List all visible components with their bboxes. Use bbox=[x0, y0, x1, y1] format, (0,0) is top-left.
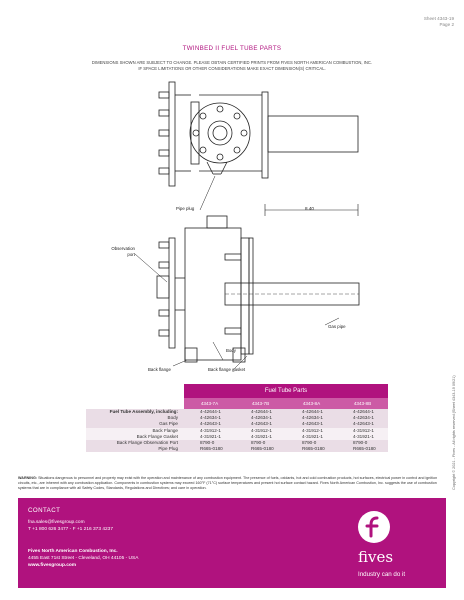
table-cell: 4-42644-1 bbox=[251, 409, 272, 414]
label-body: Body bbox=[226, 348, 237, 353]
table-cell: 4-42643-1 bbox=[353, 421, 374, 427]
body-plate-upper bbox=[191, 102, 199, 164]
brand-tagline: Industry can do it bbox=[358, 571, 406, 578]
warning-text bbox=[18, 476, 446, 491]
bolt-hole bbox=[217, 154, 223, 160]
row-label: Back Flange Gasket bbox=[136, 433, 178, 439]
table-row bbox=[86, 428, 388, 440]
disclaimer bbox=[60, 60, 404, 72]
table-cell: 4-42644-1 bbox=[200, 409, 221, 414]
label-observation-port-line-2: port bbox=[127, 252, 135, 257]
back-flange-lower bbox=[241, 238, 249, 354]
label-back-flange-gasket: Back flange gasket bbox=[208, 367, 246, 372]
table-cell: 8790-0 bbox=[200, 440, 215, 446]
brand-name: fives bbox=[358, 548, 394, 566]
label-observation-port-line-1: Observation bbox=[111, 246, 135, 251]
warning-body: Situations dangerous to personnel and property may exist with the operation and maintenance of any combustion equipment. The presence of fuels, oxidants, hot and cold combustion products, hot surfaces, electrical power in control and ignition circuits, etc., are inherent with any combustion application. Components in combustion systems may exceed 160°F (71°C) surface temperatures and present hot surface contact hazard. Fives North American Combustion, Inc. suggests the use of combustion systems that are in compliance with all Safety Codes, Standards, Regulations and Directives; and care in operation. bbox=[18, 476, 438, 490]
table-cell: 4-42643-1 bbox=[251, 421, 272, 427]
disclaimer-line-1: DIMENSIONS SHOWN ARE SUBJECT TO CHANGE. PLEASE OBTAIN CERTIFIED PRINTS FROM FIVES NORTH AMERICAN COMBUSTION, INC. bbox=[91, 60, 373, 65]
table-cell: 4-42634-1 bbox=[302, 415, 323, 421]
fives-logo-icon bbox=[358, 511, 390, 543]
table-title: Fuel Tube Parts bbox=[184, 384, 388, 398]
bolt-hole bbox=[217, 106, 223, 112]
contact-email-link[interactable]: fna.sales@fivesgroup.com bbox=[28, 520, 85, 525]
table-cell: 4-42634-1 bbox=[251, 415, 272, 421]
bolt-hole bbox=[234, 147, 240, 153]
flange-bore bbox=[208, 121, 232, 145]
footer-contact-panel bbox=[18, 498, 446, 588]
table-cell: 4-31912-1 bbox=[302, 427, 323, 433]
bolt-hole bbox=[200, 113, 206, 119]
table-cell: 4-42634-1 bbox=[200, 415, 221, 421]
column-header: 4343-7A bbox=[184, 398, 235, 409]
back-flange-gasket bbox=[249, 238, 253, 354]
table-cell: 4-42644-1 bbox=[353, 409, 374, 414]
table-cell: R665-0180 bbox=[200, 446, 223, 452]
table-row bbox=[86, 409, 388, 428]
table-row bbox=[86, 440, 388, 452]
dimension-length: 8.40 bbox=[305, 206, 314, 211]
row-label: Back Flange Observation Port bbox=[116, 440, 178, 446]
gas-pipe-upper bbox=[268, 116, 358, 152]
row-label: Fuel Tube Assembly, including: bbox=[109, 409, 178, 414]
table-cell: 4-42643-1 bbox=[200, 421, 221, 427]
table-cell: 4-31921-1 bbox=[251, 433, 272, 439]
row-label: Pipe Plug bbox=[158, 446, 178, 452]
page-number: Page 2 bbox=[439, 22, 454, 27]
label-gas-pipe: Gas pipe bbox=[328, 324, 346, 329]
page-title: TWINBED II FUEL TUBE PARTS bbox=[182, 45, 282, 52]
table-cell: 4-31912-1 bbox=[251, 427, 272, 433]
sheet-info bbox=[424, 16, 454, 28]
company-name: Fives North American Combustion, Inc. bbox=[28, 549, 118, 554]
website-link[interactable]: www.fivesgroup.com bbox=[28, 563, 77, 568]
front-flange-upper bbox=[169, 82, 175, 186]
table-cell: R665-0180 bbox=[251, 446, 274, 452]
bolt-hole bbox=[200, 147, 206, 153]
sheet-number: Sheet 4343-19 bbox=[423, 16, 454, 21]
table-cell: 4-31912-1 bbox=[353, 427, 374, 433]
table-cell: R665-0180 bbox=[302, 446, 325, 452]
table-cell: 8790-0 bbox=[302, 440, 317, 446]
disclaimer-line-2: IF SPACE LIMITATIONS OR OTHER CONSIDERATIONS MAKE EXACT DIMENSION(S) CRITICAL. bbox=[138, 66, 326, 71]
copyright-text: Copyright © 2021 - Fives - All rights reserved (Sheet 4343-19 09/21) bbox=[452, 375, 456, 490]
label-back-flange: Back flange bbox=[148, 367, 171, 372]
row-label: Body bbox=[167, 415, 178, 421]
front-flange-lower bbox=[169, 238, 175, 348]
column-header: 4343-7B bbox=[235, 398, 286, 409]
label-pipe-plug: Pipe plug bbox=[176, 206, 195, 211]
observation-port-part bbox=[157, 276, 169, 298]
table-cell: R665-0180 bbox=[353, 446, 376, 452]
parts-table bbox=[86, 384, 388, 452]
table-cell: 8790-0 bbox=[353, 440, 368, 446]
row-label: Back Flange bbox=[152, 427, 178, 433]
column-header: 4343-8A bbox=[286, 398, 337, 409]
table-cell: 4-42643-1 bbox=[302, 421, 323, 427]
bolt-hole bbox=[241, 130, 247, 136]
company-address: 4455 East 71st Street - Cleveland, OH 44105 - USA bbox=[28, 556, 139, 561]
contact-phone: T +1 800 626 3477 - F +1 216 373 4237 bbox=[28, 527, 113, 532]
table-cell: 4-31921-1 bbox=[200, 433, 221, 439]
table-cell: 4-42634-1 bbox=[353, 415, 374, 421]
column-header: 4343-8B bbox=[337, 398, 388, 409]
bolt-hole bbox=[193, 130, 199, 136]
table-cell: 8790-0 bbox=[251, 440, 266, 446]
back-flange-upper bbox=[262, 92, 268, 178]
row-label: Gas Pipe bbox=[159, 421, 178, 427]
label-observation-port bbox=[100, 246, 135, 258]
table-cell: 4-31921-1 bbox=[302, 433, 323, 439]
table-cell: 4-42644-1 bbox=[302, 409, 323, 414]
table-cell: 4-31921-1 bbox=[353, 433, 374, 439]
contact-heading: CONTACT bbox=[28, 507, 61, 514]
bolt-hole bbox=[234, 113, 240, 119]
warning-label: WARNING: bbox=[18, 476, 38, 480]
fuel-tube-drawing bbox=[95, 78, 375, 378]
fives-f-icon bbox=[358, 511, 390, 543]
table-cell: 4-31912-1 bbox=[200, 427, 221, 433]
